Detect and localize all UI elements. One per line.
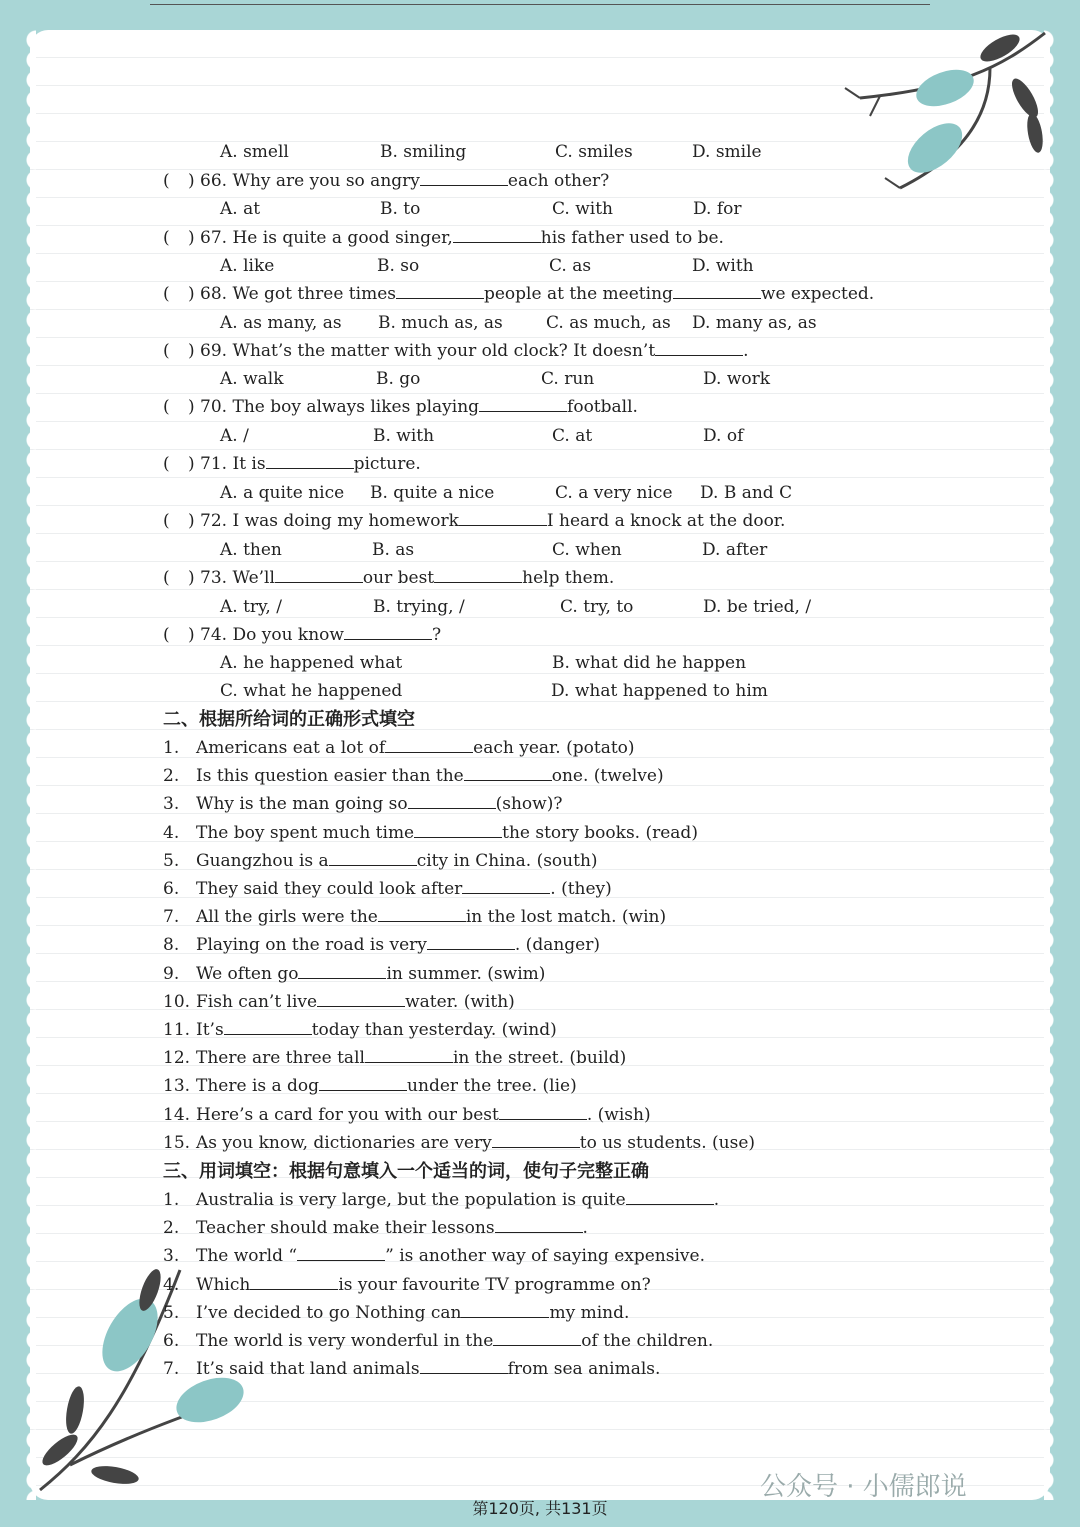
option-a: A. smell — [220, 142, 289, 162]
option-c: C. when — [552, 540, 622, 560]
fill-in-item: Why is the man going so (show)? — [196, 794, 563, 815]
fill-in-item: The world “ ” is another way of saying expensive. — [196, 1246, 705, 1267]
item-number: 11. — [163, 1020, 191, 1040]
answer-paren: ( — [163, 341, 170, 361]
blank — [434, 568, 522, 583]
item-number: 6. — [163, 1331, 180, 1351]
item-number: 9. — [163, 963, 180, 984]
option-b: B. with — [373, 426, 435, 446]
blank — [396, 284, 484, 299]
item-number: 3. — [163, 1246, 180, 1267]
option-a: A. he happened what — [220, 653, 403, 673]
fill-in-item: I’ve decided to go Nothing can my mind. — [196, 1302, 630, 1323]
item-number: 4. — [163, 1274, 180, 1295]
option-a: A. try, / — [220, 597, 282, 617]
option-c: C. with — [552, 199, 613, 219]
blank — [317, 992, 405, 1007]
fill-in-item: We often go in summer. (swim) — [196, 963, 546, 984]
fill-in-item: There is a dog under the tree. (lie) — [196, 1076, 577, 1097]
blank — [385, 738, 473, 753]
item-number: 1. — [163, 1190, 180, 1210]
answer-paren: ( — [163, 284, 170, 304]
option-c: C. what he happened — [220, 681, 403, 701]
option-c: C. try, to — [560, 597, 634, 617]
blank — [459, 511, 547, 526]
option-d: D. of — [703, 426, 744, 446]
option-a: A. at — [220, 199, 261, 219]
answer-paren: ( — [163, 228, 170, 248]
option-c: C. at — [552, 426, 593, 446]
item-number: 2. — [163, 1218, 180, 1239]
item-number: 6. — [163, 879, 180, 899]
blank — [344, 625, 432, 640]
fill-in-item: Is this question easier than the one. (twelve) — [196, 766, 664, 787]
blank — [499, 1105, 587, 1120]
option-d: D. many as, as — [692, 313, 817, 333]
blank — [673, 284, 761, 299]
option-a: A. walk — [220, 369, 284, 389]
option-b: B. what did he happen — [552, 653, 747, 673]
question-70: ) 70. The boy always likes playing football. — [188, 397, 638, 417]
option-d: D. be tried, / — [703, 597, 812, 617]
section-heading-3: 三、用词填空：根据句意填入一个适当的词，使句子完整正确 — [163, 1161, 649, 1182]
question-69: ) 69. What’s the matter with your old clock? It doesn’t . — [188, 341, 749, 361]
blank — [378, 907, 466, 922]
option-d: D. work — [703, 369, 771, 389]
leaf-branch-top-right-icon — [840, 28, 1055, 203]
option-d: D. after — [702, 540, 768, 560]
option-b: B. go — [376, 369, 421, 389]
blank — [462, 879, 550, 894]
blank — [461, 1303, 549, 1318]
item-number: 2. — [163, 766, 180, 787]
option-d: D. with — [692, 256, 754, 276]
option-d: D. smile — [692, 142, 762, 162]
question-72: ) 72. I was doing my homework I heard a knock at the door. — [188, 511, 786, 531]
page-footer: 第120页, 共131页 — [472, 1499, 608, 1518]
blank — [297, 1246, 385, 1261]
blank — [408, 794, 496, 809]
fill-in-item: Fish can’t live water. (with) — [196, 991, 515, 1012]
item-number: 1. — [163, 738, 180, 758]
fill-in-item: Here’s a card for you with our best . (wish) — [196, 1104, 651, 1125]
blank — [266, 454, 354, 469]
item-number: 10. — [163, 991, 191, 1012]
option-b: B. much as, as — [378, 313, 503, 333]
fill-in-item: Playing on the road is very . (danger) — [196, 935, 600, 956]
item-number: 12. — [163, 1048, 191, 1069]
fill-in-item: It’s today than yesterday. (wind) — [196, 1020, 557, 1040]
item-number: 5. — [163, 850, 180, 871]
option-c: C. run — [541, 369, 595, 389]
option-b: B. to — [380, 199, 421, 219]
question-67: ) 67. He is quite a good singer, his father used to be. — [188, 228, 724, 248]
blank — [275, 568, 363, 583]
fill-in-item: The boy spent much time the story books. (read) — [196, 822, 698, 843]
fill-in-item: It’s said that land animals from sea animals. — [196, 1359, 661, 1380]
item-number: 3. — [163, 794, 180, 815]
item-number: 8. — [163, 935, 180, 956]
question-68: ) 68. We got three times people at the meeting we expected. — [188, 284, 875, 304]
option-d: D. what happened to him — [551, 681, 768, 701]
option-a: A. like — [220, 256, 275, 276]
question-66: ) 66. Why are you so angry each other? — [188, 171, 610, 191]
fill-in-item: Guangzhou is a city in China. (south) — [196, 850, 598, 871]
blank — [453, 228, 541, 243]
answer-paren: ( — [163, 171, 170, 191]
fill-in-item: Australia is very large, but the population is quite . — [196, 1190, 720, 1210]
item-number: 13. — [163, 1076, 191, 1097]
answer-paren: ( — [163, 625, 170, 645]
fill-in-item: They said they could look after . (they) — [196, 879, 612, 899]
section-heading-2: 二、根据所给词的正确形式填空 — [163, 709, 415, 730]
blank — [250, 1275, 338, 1290]
item-number: 5. — [163, 1302, 180, 1323]
option-a: A. / — [220, 426, 249, 446]
question-73: ) 73. We’ll our best help them. — [188, 568, 615, 588]
blank — [492, 1133, 580, 1148]
answer-paren: ( — [163, 454, 170, 474]
blank — [493, 1331, 581, 1346]
blank — [464, 766, 552, 781]
option-a: A. as many, as — [220, 313, 342, 333]
blank — [420, 171, 508, 186]
question-74: ) 74. Do you know ? — [188, 625, 442, 645]
fill-in-item: There are three tall in the street. (build) — [196, 1048, 627, 1069]
item-number: 4. — [163, 822, 180, 843]
option-b: B. quite a nice — [370, 483, 495, 503]
blank — [655, 341, 743, 356]
wavy-edge-right — [1044, 30, 1058, 1500]
blank — [495, 1218, 583, 1233]
blank — [479, 397, 567, 412]
blank — [224, 1020, 312, 1035]
option-c: C. as much, as — [546, 313, 671, 333]
option-c: C. as — [549, 256, 592, 276]
fill-in-item: Which is your favourite TV programme on? — [196, 1274, 651, 1295]
option-c: C. a very nice — [555, 483, 673, 503]
top-rule — [150, 4, 930, 5]
item-number: 15. — [163, 1132, 191, 1153]
answer-paren: ( — [163, 568, 170, 588]
blank — [329, 851, 417, 866]
item-number: 14. — [163, 1104, 191, 1125]
blank — [298, 964, 386, 979]
option-d: D. for — [693, 199, 742, 219]
answer-paren: ( — [163, 511, 170, 531]
fill-in-item: All the girls were the in the lost match. (win) — [196, 907, 667, 928]
blank — [420, 1359, 508, 1374]
option-d: D. B and C — [700, 483, 793, 503]
fill-in-item: Americans eat a lot of each year. (potato) — [196, 738, 635, 758]
fill-in-item: Teacher should make their lessons . — [196, 1218, 588, 1239]
item-number: 7. — [163, 1359, 180, 1380]
option-c: C. smiles — [555, 142, 633, 162]
watermark: 公众号 · 小儒郎说 — [760, 1472, 967, 1502]
blank — [319, 1076, 407, 1091]
option-a: A. a quite nice — [220, 483, 345, 503]
option-b: B. so — [377, 256, 420, 276]
blank — [414, 823, 502, 838]
blank — [626, 1190, 714, 1205]
option-b: B. smiling — [380, 142, 467, 162]
option-b: B. trying, / — [373, 597, 465, 617]
fill-in-item: The world is very wonderful in the of the children. — [196, 1331, 714, 1351]
blank — [365, 1048, 453, 1063]
blank — [427, 935, 515, 950]
fill-in-item: As you know, dictionaries are very to us students. (use) — [196, 1132, 756, 1153]
option-b: B. as — [372, 540, 415, 560]
option-a: A. then — [220, 540, 282, 560]
question-71: ) 71. It is picture. — [188, 454, 421, 474]
answer-paren: ( — [163, 397, 170, 417]
item-number: 7. — [163, 907, 180, 928]
